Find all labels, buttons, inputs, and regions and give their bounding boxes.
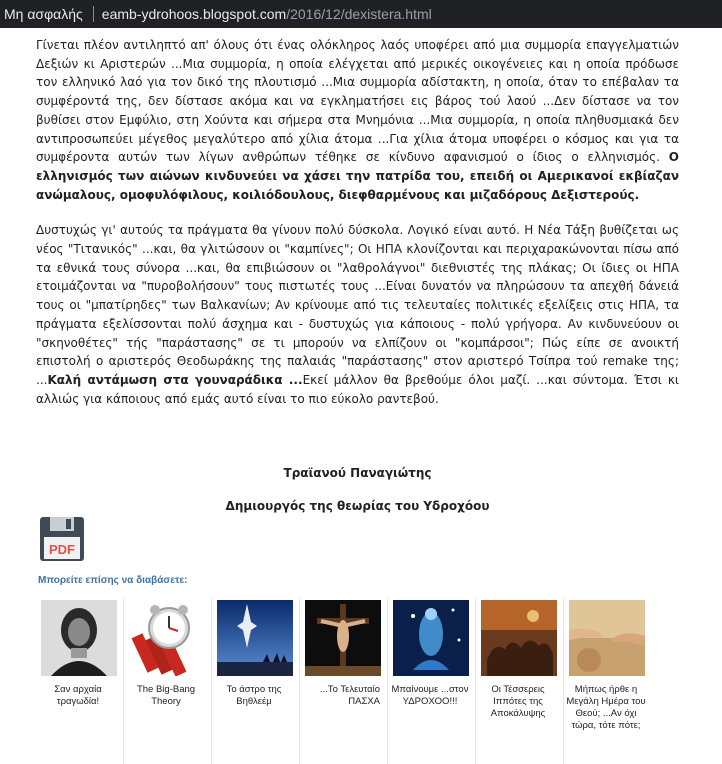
paragraph-2-text: Δυστυχώς γι' αυτούς τα πράγματα θα γίνουν πολύ δύσκολα. Λογικό είναι αυτό. Η Νέα Τάξη βυθίζεται ως νέος "Τιτανικός" ...και, θα γλιτώσουν οι "καμπίνες"; Οι ΗΠΑ κλονίζονται και περιχαρακώνονται πίσω από τα εθνικά τους σύνορα ...και, θα επιβιώσουν οι "λαθρολάγνοι" διεθνιστές της πλάκας; Οι ίδιες οι ΗΠΑ ετοιμάζονται να "πυροβολήσουν" τους πιστωτές τους ...Είναι δυνατόν να πληρώσουν τα απεχθή δάνειά τους οι "μπατίρηδες" των Βαλκανίων; Αν κρίνουμε από τις τελευταίες πολιτικές εξελίξεις στις ΗΠΑ, τα πράγματα εξελίσσονται πολύ άσχημα και - δυστυχώς για κάποιους - πολύ γρήγορα. Αν κινδυνεύουν οι "σκηνοθέτες" τής "παράστασης" σε τι μπορούν να ελπίζουν οι "κομπάρσοι"; Πώς είπε σε ανοικτή επιστολή ο αριστερός Θεοδωράκης της παλαιάς "παράστασης" στον αριστερό Τσίπρα τού remake της; ... bbox=[36, 223, 679, 387]
related-item[interactable] bbox=[36, 598, 120, 764]
paragraph-1-text: Γίνεται πλέον αντιληπτό απ' όλους ότι ένας ολόκληρος λαός υποφέρει από μια συμμορία επαγγελματιών Δεξιών κι Αριστερών ...Μια συμμορία, η οποία ελέγχεται από μερικές οικογένειες και η οποία πρόδωσε τον ελληνικό λαό για τον δικό της πλουτισμό ...Μια συμμορία αδίστακτη, η οποία, όταν το επέβαλαν τα συμφέροντά της, δεν δίστασε ακόμα και να εγκληματήσει εις βάρος τού λαού ...Δεν δίστασε να τον βυθίσει στον Εμφύλιο, στη Χούντα και σήμερα στα Μνημόνια ...Μια συμμορία, η οποία πληθυσμιακά δεν αντιπροσωπεύει μέγεθος μεγαλύτερο από χίλια άτομα ...Για χίλια άτομα υποφέρει ο κόσμος και για τα συμφέροντα αυτών των λίγων ανθρώπων τέθηκε σε κίνδυνο αφανισμού ο ίδιος ο ελληνισμός. bbox=[36, 38, 679, 165]
thumbnail-aquarius[interactable] bbox=[393, 600, 469, 676]
address-bar[interactable] bbox=[0, 0, 722, 28]
security-indicator[interactable]: Μη ασφαλής bbox=[4, 6, 83, 22]
related-caption[interactable]: Το άστρο της Βηθλεέμ bbox=[226, 684, 282, 707]
thumbnail-crucifix[interactable] bbox=[305, 600, 381, 676]
related-item[interactable] bbox=[388, 598, 472, 764]
paragraph-1-bold: Ο ελληνισμός των αιώνων κινδυνεύει να χάσει την πατρίδα του, επειδή οι Αμερικανοί εκβίαζαν ανώμαλους, ομοφυλόφιλους, κοιλιόδουλους, διεφθαρμένους και μιζαδόρους Δεξιστερούς. bbox=[36, 150, 679, 202]
paragraph-2-bold: Καλή αντάμωση στα γουναράδικα ... bbox=[47, 372, 303, 387]
related-heading: Μπορείτε επίσης να διαβάσετε: bbox=[38, 575, 188, 586]
related-item[interactable] bbox=[212, 598, 296, 764]
thumbnail-clock-dynamite[interactable] bbox=[129, 600, 205, 676]
related-caption[interactable]: Μπαίνουμε ...στον ΥΔΡΟΧΟΟ!!! bbox=[391, 684, 469, 707]
paragraph-2 bbox=[36, 221, 679, 408]
thumbnail-woman[interactable] bbox=[41, 600, 117, 676]
related-posts bbox=[36, 598, 686, 764]
related-item[interactable] bbox=[476, 598, 560, 764]
related-caption[interactable]: The Big-Bang Theory bbox=[136, 684, 196, 707]
related-caption[interactable]: Σαν αρχαία τραγωδία! bbox=[54, 684, 102, 707]
url-path[interactable]: /2016/12/dexistera.html bbox=[286, 6, 432, 22]
related-item[interactable] bbox=[300, 598, 384, 764]
related-caption[interactable]: Μήπως ήρθε η Μεγάλη Ημέρα του Θεού; ...Αν όχι τώρα, τότε πότε; bbox=[566, 684, 646, 731]
author-role: Δημιουργός της θεωρίας του Υδροχόου bbox=[225, 499, 490, 513]
related-caption[interactable]: ...Το Τελευταίο ΠΑΣΧΑ bbox=[319, 684, 380, 707]
url-host[interactable]: eamb-ydrohoos.blogspot.com bbox=[101, 6, 287, 22]
divider bbox=[93, 6, 94, 22]
pdf-label: PDF bbox=[49, 542, 75, 557]
paragraph-1 bbox=[36, 36, 679, 204]
related-item[interactable] bbox=[124, 598, 208, 764]
thumbnail-four-horsemen[interactable] bbox=[481, 600, 557, 676]
article-body bbox=[36, 36, 679, 408]
related-item[interactable] bbox=[564, 598, 648, 764]
thumbnail-star-bethlehem[interactable] bbox=[217, 600, 293, 676]
related-caption[interactable]: Οι Τέσσερεις Ιππότες της Αποκάλυψης bbox=[490, 684, 546, 719]
author-name: Τραϊανού Παναγιώτης bbox=[283, 466, 432, 480]
paragraph-2-tail: Εκεί μάλλον θα βρεθούμε όλοι μαζί. ...και σύντομα. Έτσι κι αλλιώς για κάποιους από εμάς αυτό είναι το πιο εύκολο ραντεβού. bbox=[36, 372, 679, 406]
pdf-save-icon[interactable] bbox=[38, 515, 86, 563]
thumbnail-creation-hands[interactable] bbox=[569, 600, 645, 676]
